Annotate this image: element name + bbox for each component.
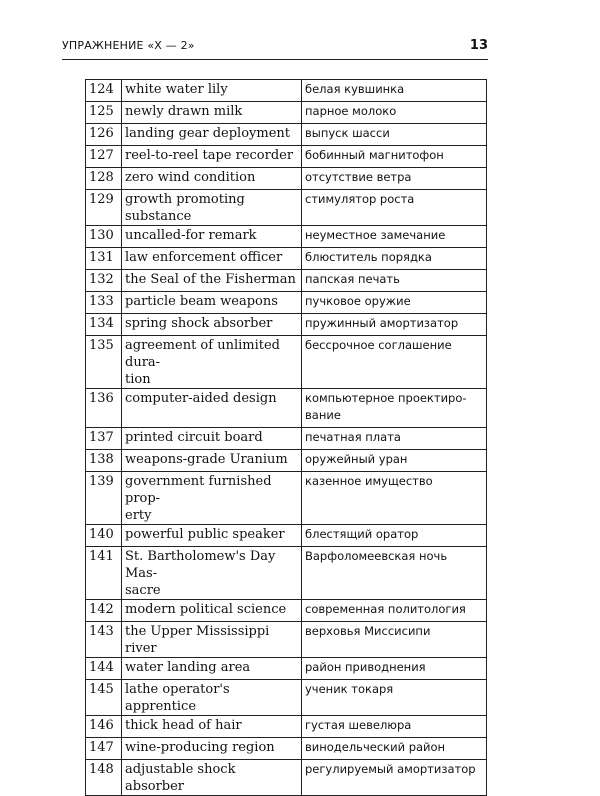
english-term: the Seal of the Fisherman (122, 270, 302, 292)
entry-number: 147 (86, 738, 122, 760)
table-row (86, 146, 487, 168)
english-term: the Upper Mississippi river (122, 622, 302, 658)
russian-translation: казенное имущество (302, 472, 487, 525)
russian-translation: печатная плата (302, 428, 487, 450)
russian-translation: ученик токаря (302, 680, 487, 716)
russian-translation: пружинный амортизатор (302, 314, 487, 336)
russian-translation: блестящий оратор (302, 525, 487, 547)
table-row (86, 450, 487, 472)
entry-number: 136 (86, 389, 122, 428)
russian-translation: стимулятор роста (302, 190, 487, 226)
russian-translation: верховья Миссисипи (302, 622, 487, 658)
entry-number: 138 (86, 450, 122, 472)
russian-translation: густая шевелюра (302, 716, 487, 738)
english-term: white water lily (122, 80, 302, 102)
english-term: lathe operator's apprentice (122, 680, 302, 716)
english-term: powerful public speaker (122, 525, 302, 547)
entry-number: 134 (86, 314, 122, 336)
russian-translation: винодельческий район (302, 738, 487, 760)
table-row (86, 270, 487, 292)
table-row (86, 314, 487, 336)
table-row (86, 716, 487, 738)
entry-number: 139 (86, 472, 122, 525)
english-term: particle beam weapons (122, 292, 302, 314)
russian-translation: парное молоко (302, 102, 487, 124)
table-row (86, 738, 487, 760)
russian-translation: отсутствие ветра (302, 168, 487, 190)
table-row (86, 80, 487, 102)
entry-number: 127 (86, 146, 122, 168)
entry-number: 141 (86, 547, 122, 600)
glossary-table (85, 79, 487, 796)
russian-translation: неуместное замечание (302, 226, 487, 248)
english-term: computer-aided design (122, 389, 302, 428)
english-term: St. Bartholomew's Day Mas- sacre (122, 547, 302, 600)
entry-number: 133 (86, 292, 122, 314)
table-row (86, 248, 487, 270)
english-term: printed circuit board (122, 428, 302, 450)
english-term: weapons-grade Uranium (122, 450, 302, 472)
table-row (86, 622, 487, 658)
entry-number: 128 (86, 168, 122, 190)
russian-translation: район приводнения (302, 658, 487, 680)
table-row (86, 102, 487, 124)
table-row (86, 292, 487, 314)
table-row (86, 760, 487, 796)
english-term: uncalled-for remark (122, 226, 302, 248)
entry-number: 135 (86, 336, 122, 389)
english-term: adjustable shock absorber (122, 760, 302, 796)
russian-translation: выпуск шасси (302, 124, 487, 146)
russian-translation: бобинный магнитофон (302, 146, 487, 168)
entry-number: 124 (86, 80, 122, 102)
entry-number: 143 (86, 622, 122, 658)
entry-number: 146 (86, 716, 122, 738)
english-term: zero wind condition (122, 168, 302, 190)
russian-translation: оружейный уран (302, 450, 487, 472)
entry-number: 142 (86, 600, 122, 622)
entry-number: 137 (86, 428, 122, 450)
english-term: wine-producing region (122, 738, 302, 760)
table-row (86, 680, 487, 716)
running-head (62, 38, 488, 53)
table-row (86, 336, 487, 389)
table-row (86, 226, 487, 248)
table-row (86, 428, 487, 450)
russian-translation: компьютерное проектиро- вание (302, 389, 487, 428)
glossary-body (86, 80, 487, 796)
english-term: reel-to-reel tape recorder (122, 146, 302, 168)
english-term: newly drawn milk (122, 102, 302, 124)
page-number: 13 (469, 38, 488, 53)
russian-translation: регулируемый амортизатор (302, 760, 487, 796)
english-term: agreement of unlimited dura- tion (122, 336, 302, 389)
english-term: thick head of hair (122, 716, 302, 738)
english-term: law enforcement officer (122, 248, 302, 270)
table-row (86, 124, 487, 146)
entry-number: 145 (86, 680, 122, 716)
entry-number: 131 (86, 248, 122, 270)
russian-translation: папская печать (302, 270, 487, 292)
entry-number: 130 (86, 226, 122, 248)
section-title: УПРАЖНЕНИЕ «X — 2» (62, 39, 195, 52)
entry-number: 148 (86, 760, 122, 796)
table-row (86, 600, 487, 622)
entry-number: 129 (86, 190, 122, 226)
table-row (86, 658, 487, 680)
english-term: government furnished prop- erty (122, 472, 302, 525)
russian-translation: блюститель порядка (302, 248, 487, 270)
table-row (86, 389, 487, 428)
entry-number: 125 (86, 102, 122, 124)
table-row (86, 168, 487, 190)
table-row (86, 547, 487, 600)
russian-translation: белая кувшинка (302, 80, 487, 102)
english-term: spring shock absorber (122, 314, 302, 336)
table-row (86, 525, 487, 547)
entry-number: 140 (86, 525, 122, 547)
entry-number: 126 (86, 124, 122, 146)
russian-translation: бессрочное соглашение (302, 336, 487, 389)
table-row (86, 472, 487, 525)
russian-translation: Варфоломеевская ночь (302, 547, 487, 600)
english-term: growth promoting substance (122, 190, 302, 226)
english-term: water landing area (122, 658, 302, 680)
entry-number: 144 (86, 658, 122, 680)
table-row (86, 190, 487, 226)
russian-translation: современная политология (302, 600, 487, 622)
russian-translation: пучковое оружие (302, 292, 487, 314)
english-term: landing gear deployment (122, 124, 302, 146)
english-term: modern political science (122, 600, 302, 622)
header-rule (62, 59, 488, 60)
entry-number: 132 (86, 270, 122, 292)
